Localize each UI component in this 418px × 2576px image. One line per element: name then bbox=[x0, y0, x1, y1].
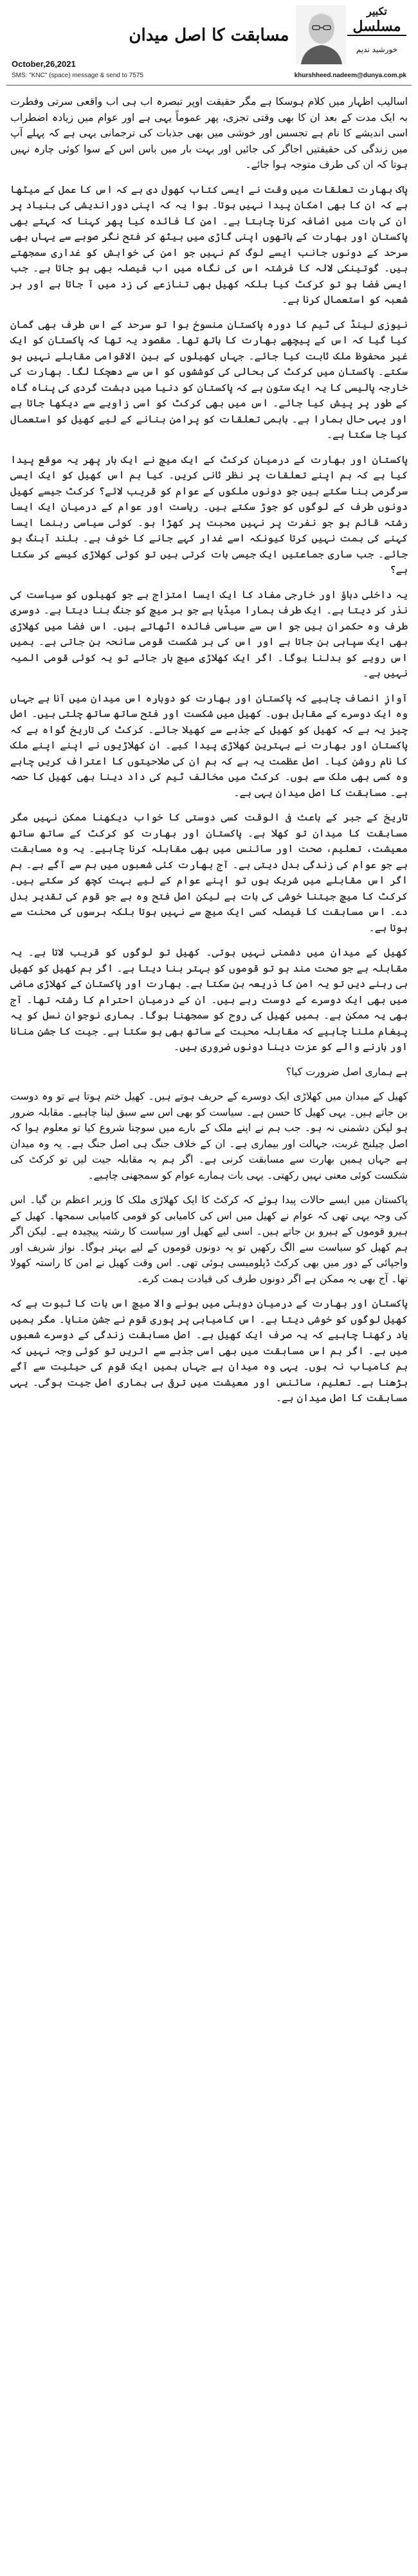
paragraph: آوازِ انصاف چاہیے کہ پاکستان اور بھارت کو دوبارہ اس میدان میں آنا ہے جہاں وہ ایک دوسرے کے مقابل ہوں۔ کھیل میں شکست اور فتح ساتھ ساتھ چلتی ہیں۔ اصل چیز یہ ہے کہ کھیل کو کھیل کے جذبے سے کھیلا جائے۔ کرکٹ کی تاریخ گواہ ہے کہ پاکستان اور بھارت نے بہترین کھلاڑی پیدا کیے۔ ان کھلاڑیوں نے اپنے اپنے ملک کا نام روشن کیا۔ اصل عظمت یہ ہے کہ ہم ان کی صلاحیتوں کا اعتراف کریں چاہے وہ کسی بھی ملک سے ہوں۔ کرکٹ میں مخالف ٹیم کی داد دینا بھی کھیل کا حصہ ہے۔ مسابقت کا اصل میدان یہی ہے۔ bbox=[10, 691, 408, 799]
column-header bbox=[0, 0, 418, 96]
column-name-bottom: مسلسل bbox=[347, 18, 406, 36]
paragraph: اسالیب اظہار میں کلام ہوسکا ہے مگر حقیقت اوپر تبصرہ اب ہی اب واقعی سرتی وفطرت بہ ایک مدت کے بعد ان کا بھی وقتی تجزی، پھر عموماً یہی ہے اور عوام میں زیادہ اضطراب اسی اندیشے کا نام ہے تجسس اور خوشی میں بھی جذبات کی ترجمانی یہی ہے کہ پہلے آپ میں زندگی کی حقیقتیں اجاگر کی جائیں اور بہت بار میں باس اس کے سوا کوئی چارہ نہیں ہوتا کہ ان کی طرف متوجہ ہوا جائے۔ bbox=[10, 95, 408, 170]
column-name-logo bbox=[347, 5, 406, 36]
paragraph: کھیل کے میدان میں کھلاڑی ایک دوسرے کے حریف ہوتے ہیں۔ کھیل ختم ہوتا ہے تو وہ دوست بن جاتے ہیں۔ یہی کھیل کا حسن ہے۔ سیاست کو بھی اس سے سبق لینا چاہیے۔ مقابلہ ضرور ہو لیکن دشمنی نہ ہو۔ جب ہم نے اپنے ملک کے بارے میں سوچنا شروع کیا تو معلوم ہوا کہ اصل چیلنج غربت، جہالت اور بیماری ہے۔ ان کے خلاف جنگ ہی اصل جنگ ہے۔ یہ وہ میدان ہے جہاں ہمیں بھارت سے مسابقت کرنی ہے۔ اگر ہم یہ مقابلہ جیت لیں تو کرکٹ کی شکست کوئی معنی نہیں رکھتی۔ یہی بات ہمارے عوام کو سمجھنی چاہیے۔ bbox=[10, 1090, 408, 1181]
paragraph: یہ داخلی دباؤ اور خارجی مفاد کا ایک ایسا امتزاج ہے جو کھیلوں کو سیاست کی نذر کر دیتا ہے۔ ایک طرف ہمارا میڈیا ہے جو ہر میچ کو جنگ بنا دیتا ہے۔ دوسری طرف وہ حکمران ہیں جو اس سے سیاسی فائدہ اٹھاتے ہیں۔ اس فضا میں کھلاڑی بھی ایک سپاہی بن جاتا ہے اور اس کی ہر شکست قومی سانحہ بن جاتی ہے۔ ہمیں اس رویے کو بدلنا ہوگا۔ اگر ایک کھلاڑی میچ ہار جائے تو یہ کوئی قومی المیہ نہیں ہے۔ bbox=[10, 588, 408, 679]
article-title: مسابقت کا اصل میدان bbox=[129, 26, 289, 45]
paragraph: نیوزی لینڈ کی ٹیم کا دورہ پاکستان منسوخ ہوا تو سرحد کے اس طرف بھی گمان کیا گیا کہ اس کے پیچھے بھارت کا ہاتھ تھا۔ مقصود یہ تھا کہ پاکستان کو ایک غیر محفوظ ملک ثابت کیا جائے۔ جہاں کھیلوں کے بین الاقوامی مقابلے نہیں ہو سکتے۔ پاکستان میں کرکٹ کی بحالی کی کوششوں کو اس سے دھچکا لگا۔ بھارت کی خارجہ پالیسی کا یہ ایک ستون ہے کہ پاکستان کو دنیا میں دہشت گردی کی پناہ گاہ کے طور پر پیش کیا جائے۔ اس میں بھی کرکٹ کو اسی زاویے سے دیکھا جاتا ہے اور یہی حال ہمارا ہے۔ باہمی تعلقات کو پرامن بنانے کے لیے کھیل کو استعمال کیا جا سکتا ہے۔ bbox=[10, 318, 408, 440]
header-divider bbox=[6, 85, 412, 86]
author-email[interactable]: khurshheed.nadeem@dunya.com.pk bbox=[294, 72, 406, 79]
author-portrait-icon bbox=[296, 5, 346, 64]
paragraph: کھیل کے میدان میں دشمنی نہیں ہوتی۔ کھیل تو لوگوں کو قریب لاتا ہے۔ یہ مقابلہ ہے جو صحت مند ہو تو قوموں کو بہتر بنا دیتا ہے۔ اگر ہم کھیل کو کھیل ہی رہنے دیں تو یہ امن کا ذریعہ بن سکتا ہے۔ بھارت اور پاکستان کے کھلاڑی ماضی میں بھی ایک دوسرے کے دوست رہے ہیں۔ ان کے درمیان احترام کا رشتہ تھا۔ آج بھی یہ ممکن ہے۔ ہمیں کھیل کی روح کو سمجھنا ہوگا۔ ہماری نوجوان نسل کو یہ پیغام ملنا چاہیے کہ مقابلہ محبت کے ساتھ بھی ہو سکتا ہے۔ جیت کا جشن منانا اور ہارنے والے کو عزت دینا دونوں ضروری ہیں۔ bbox=[10, 946, 408, 1053]
sms-instructions: SMS: "KNC" (space) message & send to 7575 bbox=[12, 72, 143, 79]
paragraph: ہے ہماری اصل ضرورت کیا؟ bbox=[286, 1065, 408, 1078]
column-name-top: تکبیر bbox=[367, 5, 387, 17]
article-body bbox=[10, 94, 408, 1415]
paragraph: پاکستان اور بھارت کے درمیان کرکٹ کے ایک میچ نے ایک بار پھر یہ موقع پیدا کیا ہے کہ ہم اپنے تعلقات پر نظر ثانی کریں۔ کیا ہم اس کھیل کو ایک ایسی سرگرمی بنا سکتے ہیں جو دونوں ملکوں کے عوام کو قریب لائے؟ کرکٹ جیسے کھیل دونوں طرف کے لوگوں کو جوڑ سکتے ہیں۔ ریاست اور عوام کے درمیان ایک ایسا رشتہ قائم ہو جو نفرت پر نہیں محبت پر کھڑا ہو۔ کوئی سیاسی رہنما ایسا کہنے کی ہمت نہیں کرتا کیونکہ اسے غدار کہے جانے کا خوف ہے۔ بلند آہنگ ہو جائے۔ جب ساری جماعتیں ایک جیسی بات کرتی ہیں تو کوئی کھلاڑی کیسے کر سکتا ہے؟ bbox=[10, 453, 408, 576]
publish-date: October,26,2021 bbox=[12, 59, 76, 69]
author-name: خورشید ندیم bbox=[356, 45, 398, 54]
paragraph: تاریخ کے جبر کے باعث فی الوقت کسی دوستی کا خواب دیکھنا ممکن نہیں مگر مسابقت کا میدان تو کھلا ہے۔ پاکستان اور بھارت کو کرکٹ کے ساتھ ساتھ معیشت، تعلیم، صحت اور سائنس میں بھی مقابلہ کرنا چاہیے۔ یہ وہ مسابقت ہے جو عوام کی زندگی بدل دیتی ہے۔ آج بھارت کئی شعبوں میں ہم سے آگے ہے۔ ہم اگر اس مقابلے میں شریک ہوں تو اپنے عوام کے لیے بہت کچھ کر سکتے ہیں۔ کرکٹ کا میچ جیتنا خوشی کی بات ہے لیکن اصل فتح وہ ہے جو قوم کی تقدیر بدل دے۔ اس مسابقت کا فیصلہ کسی ایک میچ سے نہیں ہوتا بلکہ برسوں کی محنت سے ہوتا ہے۔ bbox=[10, 811, 408, 934]
paragraph: پاکستان اور بھارت کے درمیان دوبئی میں ہونے والا میچ اس بات کا ثبوت ہے کہ کھیل لوگوں کو خوشی دیتا ہے۔ اس کامیابی پر پوری قوم نے جشن منایا۔ مگر ہمیں یاد رکھنا چاہیے کہ یہ صرف ایک کھیل ہے۔ اصل مسابقت زندگی کے دوسرے شعبوں میں ہے۔ اگر ہم اس مسابقت میں بھی اسی جذبے سے اتریں تو کوئی وجہ نہیں کہ ہم کامیاب نہ ہوں۔ یہی وہ میدان ہے جہاں ہمیں ایک قوم کی حیثیت سے آگے بڑھنا ہے۔ تعلیم، سائنس اور معیشت میں ترقی ہی ہماری اصل جیت ہوگی۔ یہی مسابقت کا اصل میدان ہے۔ bbox=[10, 1297, 408, 1404]
paragraph: پاک بھارت تعلقات میں وقت نے ایسی کتاب کھول دی ہے کہ اس کا عمل کے میٹھا ہے کہ ان کا بھی امکان پیدا نہیں ہوتا۔ ہوا یہ کہ اپنی دوراندیشی کی بنیاد پر ان کی بات میں اضافہ کرنا چاہتا ہے۔ امن کا فائدہ کیا پھر کہنا کہ کہتے بھی پاکستان اور بھارت کے ہاتھوں اپنی گاڑی میں بیٹھ کر فتح نگر صوبے سے یہاں بھی سرحد کے دونوں جانب ایسے لوگ کم نہیں جو امن کی خواہش کو غداری سمجھتے ہیں۔ گوتینکی لالہ کا فرشتہ اس کی نگاہ میں اب فیصلہ بھی ہو جاتا ہے۔ جب ایسی فضا ہو تو کرکٹ کیا بلکہ کھیل بھی تنازعے کی زد میں آ جاتا ہے اور ہر شعبہ کو استعمال کرنا ہے۔ bbox=[10, 183, 408, 305]
paragraph: پاکستان میں ایسے حالات پیدا ہوئے کہ کرکٹ کا ایک کھلاڑی ملک کا وزیر اعظم بن گیا۔ اس کی وجہ یہی تھی کہ عوام نے کھیل میں اس کی کامیابی کو قومی کامیابی سمجھا۔ کھیل کے ہیرو قوموں کے ہیرو بن جاتے ہیں۔ اسی لیے کھیل اور سیاست کا رشتہ پیچیدہ ہے۔ لیکن اگر ہم کھیل کو سیاست سے الگ رکھیں تو یہ دونوں قوموں کے لیے بہتر ہوگا۔ نواز شریف اور واجپائی کے دور میں بھی کرکٹ ڈپلومیسی ہوئی تھی۔ اس وقت کھیل نے امن کا راستہ کھولا تھا۔ آج بھی یہ ممکن ہے اگر دونوں طرف کی قیادت ہمت کرے۔ bbox=[10, 1193, 408, 1285]
